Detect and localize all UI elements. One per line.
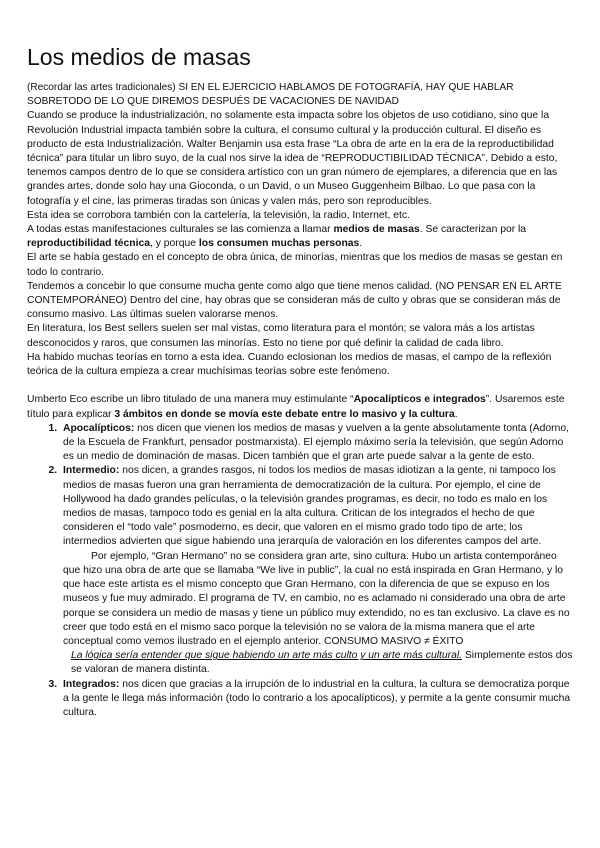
paragraph-medios-de-masas: A todas estas manifestaciones culturales se las comienza a llamar medios de masas. Se caracterizan por la reproductibilidad técnica, y porque los consumen muchas personas. (27, 224, 527, 250)
paragraph-industrializacion: Cuando se produce la industrialización, no solamente esta impacta sobre los objetos de uso cotidiano, sino que la Revolución Industrial impacta también sobre la cultura, el consumo cultural y la producción cultural. El diseño es producto de esta Industrialización. Walter Benjamin usa esta frase “La obra de arte en la era de la reproductibilidad técnica” para titular un libro suyo, de la cual nos sirve la idea de “REPRODUCTIBILIDAD TÉCNICA”. Debido a esto, tenemos campos dentro de lo que se considera artístico con un gran número de ejemplares, a diferencia que en las grandes artes, donde solo hay una Gioconda, o un David, o un Museo Guggenheim Bilbao. Lo que pasa con la fotografía y el cine, las primeras tiradas son únicas y valen más, pero son reproducibles. (27, 110, 558, 207)
term-reproductibilidad: reproductibilidad técnica (27, 238, 150, 250)
page-title: Los medios de masas (27, 44, 251, 70)
list-item-intermedio: 2. Intermedio: nos dicen, a grandes rasgos, ni todos los medios de masas idiotizan a la gente, ni tampoco los medios de masas fueron una gran herramienta de democratización de la cultura. Por ejemplo, el cine de Hollywood ha dado grandes películas, o la televisión grandes programas, es decir, no todo es malo en los medios de masas, tampoco todo es genial en la alta cultura. Critican de los integrados el hecho de que consideren el “todo vale” posmoderno, es decir, que valoren en el mismo grado todo tipo de arte; los intermedios advierten que sigue habiendo una jerarquía de valoración en los diferentes campos del arte. Por ejemplo, “Gran Hermano” no se considera gran arte, sino cultura. Hubo un artista contemporáneo que hizo una obra de arte que se llamaba “We live in public”, la cual no está inspirada en Gran Hermano, y lo que hace este artista es el mismo concepto que Gran Hermano, con la diferencia de que se expuso en los museos y fue muy admirado. El programa de TV, en cambio, no es aclamado ni considerado una obra de arte porque se considera un medio de masas y tiene un público muy extendido, no es tan exclusivo. La clave es no creer que todo está en el mismo saco porque la televisión no se valora de la misma manera que el arte conceptual como vemos ilustrado en el ejemplo anterior. CONSUMO MASIVO ≠ ÉXITO La lógica sería entender que sigue habiendo un arte más culto y un arte más cultural. Simplemente estos dos se valoran de manera distinta. (60, 464, 576, 677)
term-medios-de-masas: medios de masas (333, 224, 420, 236)
three-ambitos: 3 ámbitos en donde se movía este debate entre lo masivo y la cultura (114, 408, 455, 420)
paragraph-obra-unica: El arte se había gestado en el concepto de obra única, de minorías, mientras que los medios de masas se gestan en todo lo contrario. (27, 252, 563, 278)
ambitos-list (27, 422, 576, 720)
list-item-integrados: 3. Integrados: nos dicen que gracias a la irrupción de lo industrial en la cultura, la cultura se democratiza porque a la gente le llega más información (todo lo contrario a los apocalípticos), y permite a la gente consumir mucha cultura. (60, 678, 576, 721)
book-title: Apocalípticos e integrados (353, 394, 486, 406)
spacer (27, 379, 576, 393)
intermedio-quote: La lógica sería entender que sigue habiendo un arte más culto y un arte más cultural. Simplemente estos dos se valoran de manera distinta. (71, 650, 573, 676)
intro-note: (Recordar las artes tradicionales) SI EN EL EJERCICIO HABLAMOS DE FOTOGRAFÍA, HAY QUE HABLAR SOBRETODO DE LO QUE DIREMOS DESPUÉS DE VACACIONES DE NAVIDAD (27, 82, 514, 108)
paragraph-carteleria: Esta idea se corrobora también con la cartelería, la televisión, la radio, Internet, etc. (27, 209, 410, 221)
paragraph-calidad: Tendemos a concebir lo que consume mucha gente como algo que tiene menos calidad. (NO PENSAR EN EL ARTE CONTEMPORÁNEO) Dentro del cine, hay obras que se consideran más de culto y obras que se consideran más de consumo masivo. Las últimas suelen valorarse menos. (27, 280, 562, 321)
term-consumo-masivo: los consumen muchas personas (198, 238, 360, 250)
list-item-apocalipticos: 1. Apocalípticos: nos dicen que vienen los medios de masas y vuelven a la gente absolutamente tonta (Adorno, de la Escuela de Frankfurt, pensador postmarxista). El ejemplo máximo sería la televisión, que según Adorno es un medio de dominación de masas. Dicen también que el gran arte puede salvar a la gente de esto. (60, 422, 576, 465)
intermedio-example: Por ejemplo, “Gran Hermano” no se considera gran arte, sino cultura. Hubo un artista contemporáneo que hizo una obra de arte que se llamaba “We live in public”, la cual no está inspirada en Gran Hermano, y lo que hace este artista es el mismo concepto que Gran Hermano, con la diferencia de que se expuso en los museos y fue muy admirado. El programa de TV, en cambio, no es aclamado ni considerado una obra de arte porque se considera un medio de masas y tiene un público muy extendido, no es tan exclusivo. La clave es no creer que todo está en el mismo saco porque la televisión no se valora de la misma manera que el arte conceptual como vemos ilustrado en el ejemplo anterior. CONSUMO MASIVO ≠ ÉXITO (63, 550, 570, 647)
paragraph-literatura: En literatura, los Best sellers suelen ser mal vistas, como literatura para el montón; se valora más a los artistas desconocidos y raros, que consumen las minorías. Esto no tiene por qué definir la calidad de cada libro. (27, 323, 535, 349)
paragraph-teorias: Ha habido muchas teorías en torno a esta idea. Cuando eclosionan los medios de masas, el campo de la reflexión teórica de la cultura empieza a crear muchísimas teorías sobre este fenómeno. (27, 351, 552, 378)
paragraph-umberto-eco: Umberto Eco escribe un libro titulado de una manera muy estimulante “Apocalípticos e integrados”. Usaremos este título para explicar 3 ámbitos en donde se movía este debate entre lo masivo y la cultura. (27, 394, 565, 420)
